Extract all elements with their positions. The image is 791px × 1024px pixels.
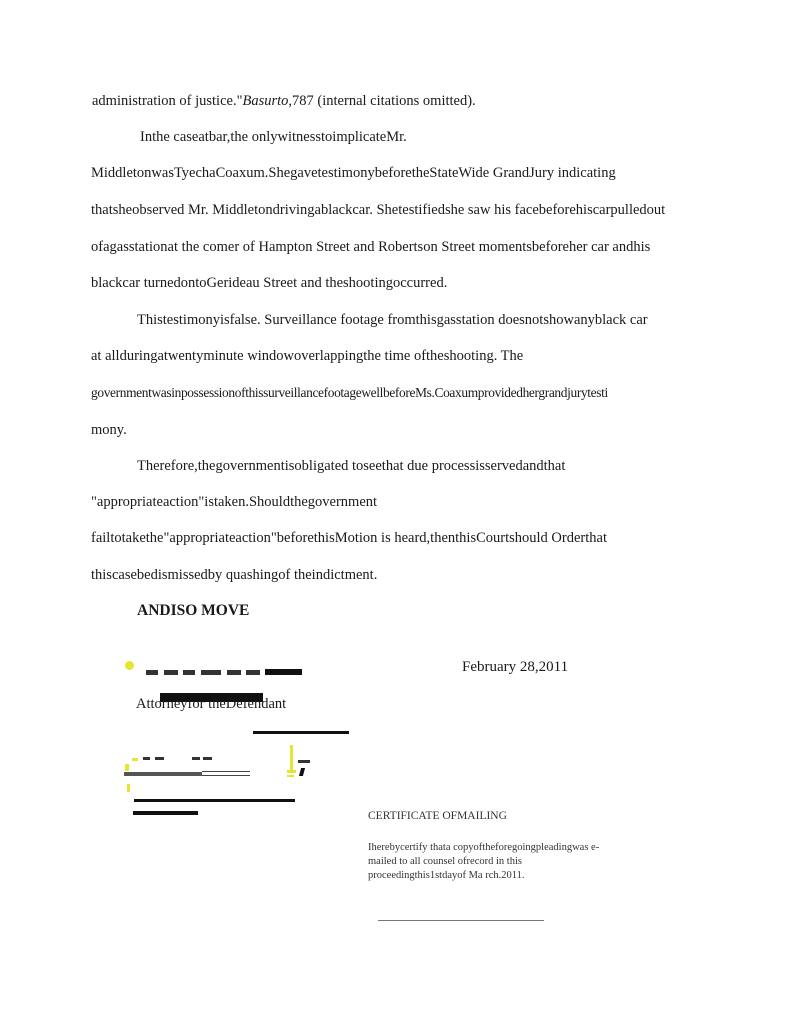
body-line: Inthe caseatbar,the onlywitnesstoimplicateMr. [140,129,407,145]
body-line: MiddletonwasTyechaCoaxum.ShegavetestimonybeforetheStateWide GrandJury indicating [91,165,616,181]
body-line: thatsheobserved Mr. Middletondrivingablackcar. Shetestifiedshe saw his facebeforehiscarpulledout [91,202,666,218]
body-line: blackcar turnedontoGerideau Street and theshootingoccurred. [91,275,448,291]
redaction-line [253,731,349,734]
certificate-line: Iherebycertify thata copyoftheforegoingpleadingwas e- [368,842,600,853]
body-line: failtotakethe"appropriateaction"beforethisMotion is heard,thenthisCourtshould Orderthat [91,530,607,546]
body-line-1-pre: administration of justice." [92,93,243,109]
certificate-line: proceedingthis1stdayof Ma rch.2011. [368,870,525,881]
body-line: mony. [91,422,127,438]
body-line: governmentwasinpossessionofthissurveillancefootagewellbeforeMs.Coaxumprovidedhergrandjurytesti [91,385,608,400]
body-line-1-post: ,787 (internal citations omitted). [288,93,476,109]
highlight-dot [125,661,134,670]
closing-heading: ANDISO MOVE [137,602,250,619]
certificate-signature-line [378,920,544,921]
case-citation: Basurto [242,93,289,109]
signature-date: February 28,2011 [462,659,569,675]
body-line: thiscasebedismissedby quashingof theindictment. [91,567,378,583]
attorney-label: Attorneyfor theDefendant [136,696,287,712]
certificate-title: CERTIFICATE OFMAILING [368,810,507,822]
body-line: Therefore,thegovernmentisobligated toseethat due processisservedandthat [137,458,566,474]
body-line: Thistestimonyisfalse. Surveillance footage fromthisgasstation doesnotshowanyblack car [137,312,648,328]
body-line: ofagasstationat the comer of Hampton Street and Robertson Street momentsbeforeher car andhis [91,239,651,255]
body-line-1 [92,92,476,110]
body-line: "appropriateaction"istaken.Shouldthegovernment [91,494,378,510]
body-line: at allduringatwentyminute windowoverlappingthe time oftheshooting. The [91,348,524,364]
certificate-line: mailed to all counsel ofrecord in this [368,856,522,867]
